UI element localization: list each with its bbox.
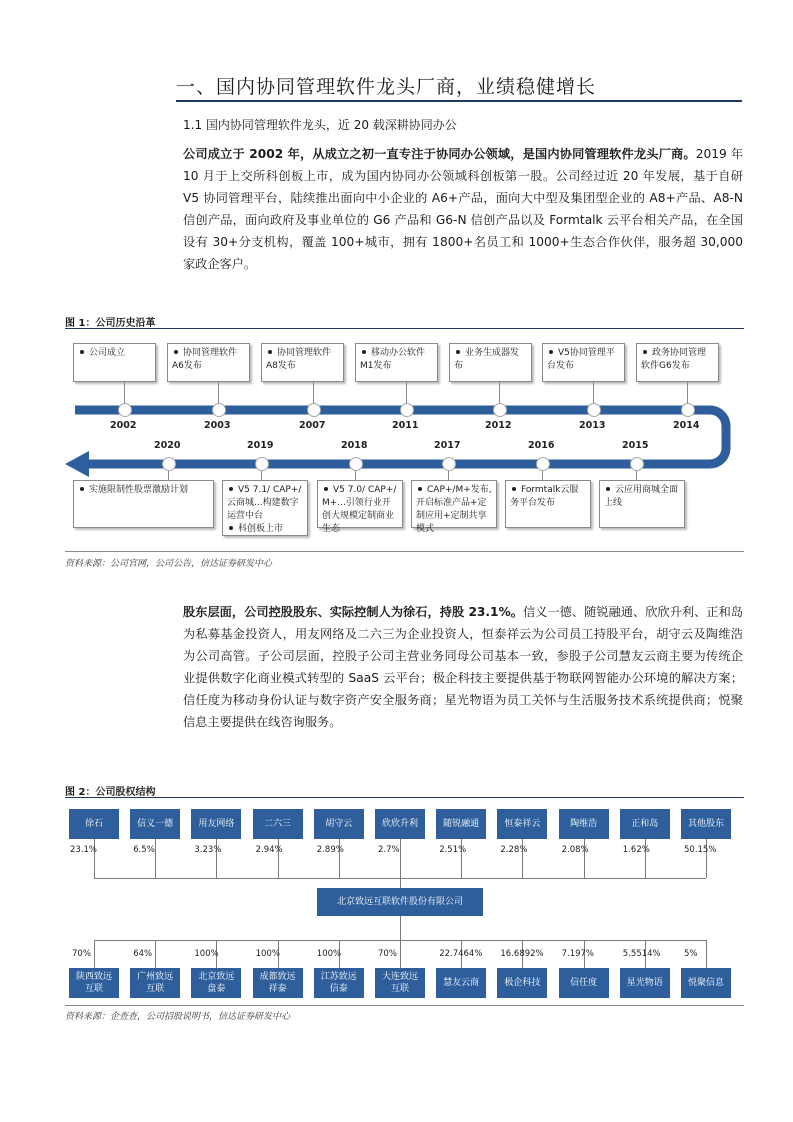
figure1-rule [65,328,744,329]
timeline-dot [400,403,414,417]
timeline-event-text: 协同管理软件A8发布 [266,348,332,371]
subsidiary-percent: 7.197% [561,949,595,959]
timeline-year: 2014 [673,420,700,431]
shareholder-box: 随锐融通 [436,809,486,839]
company-center-box: 北京致远互联软件股份有限公司 [317,888,483,916]
subsidiary-box: 悦聚信息 [681,968,731,998]
shareholder-box: 正和岛 [620,809,670,839]
subsidiary-box: 北京致远盘泰 [191,968,241,998]
bullet-icon [174,350,178,354]
subsection-heading: 1.1 国内协同管理软件龙头，近 20 载深耕协同办公 [183,118,457,132]
timeline-year: 2002 [110,420,137,431]
timeline-connector [499,382,500,404]
timeline-year: 2003 [204,420,231,431]
timeline-year: 2020 [154,440,181,451]
subsidiary-connector [400,940,401,968]
timeline-event-box [411,480,497,534]
timeline-dot [212,403,226,417]
timeline-dot [630,457,644,471]
figure2-source-rule [65,1005,744,1006]
timeline-event-text: V5 7.0/ CAP+/ M+...引领行业开创大规模定制商业生态 [322,485,397,534]
timeline-dot [349,457,363,471]
subsidiary-connector [155,940,156,968]
figure2-rule [65,797,744,798]
subsidiary-box: 慧友云商 [436,968,486,998]
shareholder-box: 徐石 [69,809,119,839]
shareholder-percent: 1.62% [622,845,650,855]
timeline-event-box [636,343,719,382]
timeline-year: 2015 [622,440,649,451]
bullet-icon [512,487,516,491]
timeline-year: 2016 [528,440,555,451]
timeline-event-box [449,343,532,382]
timeline-year: 2011 [392,420,419,431]
center-connector [400,916,401,940]
equity-structure [65,800,744,1005]
timeline-event-text: 协同管理软件A6发布 [172,348,238,371]
timeline-event-text: 业务生成器发布 [454,348,520,371]
subsidiary-percent: 64% [133,949,153,959]
timeline-event-box [222,480,308,536]
timeline-event-text: 政务协同管理软件G6发布 [641,348,707,371]
shareholder-box: 胡守云 [314,809,364,839]
subsidiary-percent: 5.5514% [622,949,661,959]
timeline-event-text: V5 7.1/ CAP+/云商城...构建数字运营中台 [227,485,302,521]
timeline-connector [313,382,314,404]
figure2-label: 图 2：公司股权结构 [65,787,156,798]
shareholder-box: 用友网络 [191,809,241,839]
bullet-icon [229,526,233,530]
timeline-event-box [73,480,214,528]
timeline-event-box [542,343,625,382]
shareholder-connector [400,839,401,878]
bullet-icon [456,350,460,354]
shareholder-box: 信义一德 [130,809,180,839]
timeline-dot [681,403,695,417]
shareholder-percent: 50.15% [684,845,717,855]
timeline-year: 2012 [485,420,512,431]
figure1-label: 图 1：公司历史沿革 [65,318,156,329]
timeline-event-box [599,480,685,528]
subsidiary-box: 大连致远互联 [375,968,425,998]
title-underline [176,100,742,102]
figure2-source: 资料来源：企查查，公司招股说明书，信达证券研发中心 [65,1012,291,1022]
bullet-icon [362,350,366,354]
timeline-event-box [317,480,403,534]
shareholder-percent: 2.89% [316,845,344,855]
timeline-event-text: 公司成立 [89,348,126,358]
subsidiary-percent: 16.6892% [500,949,544,959]
timeline-dot [442,457,456,471]
subsidiary-box: 星光物语 [620,968,670,998]
timeline-event-text: 科创板上市 [238,524,284,534]
timeline-year: 2017 [434,440,461,451]
subsidiary-box: 极企科技 [497,968,547,998]
shareholder-percent: 23.1% [70,845,98,855]
shareholder-box: 欣欣升利 [375,809,425,839]
shareholder-box: 其他股东 [681,809,731,839]
timeline-dot [587,403,601,417]
shareholder-percent: 2.08% [561,845,589,855]
subsidiary-percent: 5% [684,949,698,959]
timeline-dot [162,457,176,471]
shareholder-box: 恒泰祥云 [497,809,547,839]
bullet-icon [268,350,272,354]
timeline-year: 2007 [299,420,326,431]
bullet-icon [418,487,422,491]
timeline-event-text: V5协同管理平台发布 [547,348,615,371]
shareholder-percent: 2.28% [500,845,528,855]
bullet-icon [606,487,610,491]
bullet-icon [549,350,553,354]
subsidiary-percent: 22.7464% [439,949,483,959]
bullet-icon [80,350,84,354]
shareholder-percent: 6.5% [133,845,155,855]
timeline-event-text: 实施限制性股票激励计划 [89,485,189,495]
bullet-icon [643,350,647,354]
timeline-event-box [73,343,156,382]
subsidiary-percent: 100% [316,949,342,959]
timeline-connector [593,382,594,404]
subsidiary-box: 江苏致远信泰 [314,968,364,998]
timeline-event-text: Formtalk云服务平台发布 [510,485,579,508]
shareholder-box: 陶维浩 [559,809,609,839]
subsidiary-box: 成都致远祥泰 [253,968,303,998]
shareholder-text: 信义一德、随锐融通、欣欣升利、正和岛为私募基金投资人，用友网络及二六三为企业投资人，恒泰祥云为公司员工持股平台，胡守云及陶维浩为公司高管。子公司层面，控股子公司主营业务同母公司基本一致，参股子公司慧友云商主要为传统企业提供数字化商业模式转型的 SaaS 云平台；极企科技主要提供基于物联网智能办公环境的解决方案；信任度为移动身份认证与数字资产安全服务商；星光物语为员工关怀与生活服务技术系统提供商；悦聚信息主要提供在线咨询服务。 [183,605,744,729]
subsidiary-box: 信任度 [559,968,609,998]
timeline-event-box [355,343,438,382]
figure1-source: 资料来源：公司官网，公司公告，信达证券研发中心 [65,559,273,569]
timeline-year: 2019 [247,440,274,451]
timeline-year: 2018 [341,440,368,451]
timeline-connector [406,382,407,404]
timeline-year: 2013 [579,420,606,431]
intro-paragraph [183,143,743,275]
shareholder-percent: 2.51% [439,845,467,855]
subsidiary-box: 陕西致远互联 [69,968,119,998]
timeline-event-box [505,480,591,528]
figure1-source-rule [65,551,744,552]
section-title: 一、国内协同管理软件龙头厂商，业绩稳健增长 [176,76,597,98]
subsidiary-connector [94,940,95,968]
timeline-dot [536,457,550,471]
timeline-connector [218,382,219,404]
timeline-dot [118,403,132,417]
timeline-dot [255,457,269,471]
shareholder-percent: 3.23% [194,845,222,855]
timeline-connector [124,382,125,404]
shareholder-connector [155,839,156,878]
bullet-icon [229,487,233,491]
bullet-icon [324,487,328,491]
history-timeline [65,334,744,546]
shareholder-percent: 2.94% [255,845,283,855]
timeline-dot [307,403,321,417]
timeline-connector [687,382,688,404]
subsidiary-connector [706,940,707,968]
subsidiary-percent: 100% [255,949,280,959]
timeline-event-box [167,343,250,382]
subsidiary-percent: 70% [378,949,397,959]
shareholder-bold: 股东层面，公司控股股东、实际控制人为徐石，持股 23.1%。 [183,605,523,619]
bullet-icon [80,487,84,491]
timeline-event-text: CAP+/M+发布,开启标准产品+定制应用+定制共享模式 [416,485,492,534]
subsidiary-percent: 100% [194,949,219,959]
timeline-event-text: 云应用商城全面上线 [604,485,679,508]
subsidiary-percent: 70% [72,949,91,959]
intro-bold: 公司成立于 2002 年，从成立之初一直专注于协同办公领域，是国内协同管理软件龙头厂商。 [183,147,696,161]
shareholder-box: 二六三 [253,809,303,839]
timeline-event-box [261,343,344,382]
shareholder-percent: 2.7% [378,845,400,855]
subsidiary-box: 广州致远互联 [130,968,180,998]
intro-text: 2019 年 10 月于上交所科创板上市，成为国内协同办公领域科创板第一股。公司经过近 20 年发展，基于自研 V5 协同管理平台，陆续推出面向中小企业的 A6+产品，面向大中型及集团型企业的 A8+产品、A8-N 信创产品，面向政府及事业单位的 G6 产品和 G6-N 信创产品以及 Formtalk 云平台相关产品，在全国设有 30+分支机构，覆盖 100+城市，拥有 1800+名员工和 1000+生态合作伙伴，服务超 30,000 家政企客户。 [183,147,744,271]
shareholder-paragraph [183,601,743,733]
center-connector [400,878,401,888]
timeline-dot [493,403,507,417]
timeline-event-text: 移动办公软件M1发布 [360,348,426,371]
